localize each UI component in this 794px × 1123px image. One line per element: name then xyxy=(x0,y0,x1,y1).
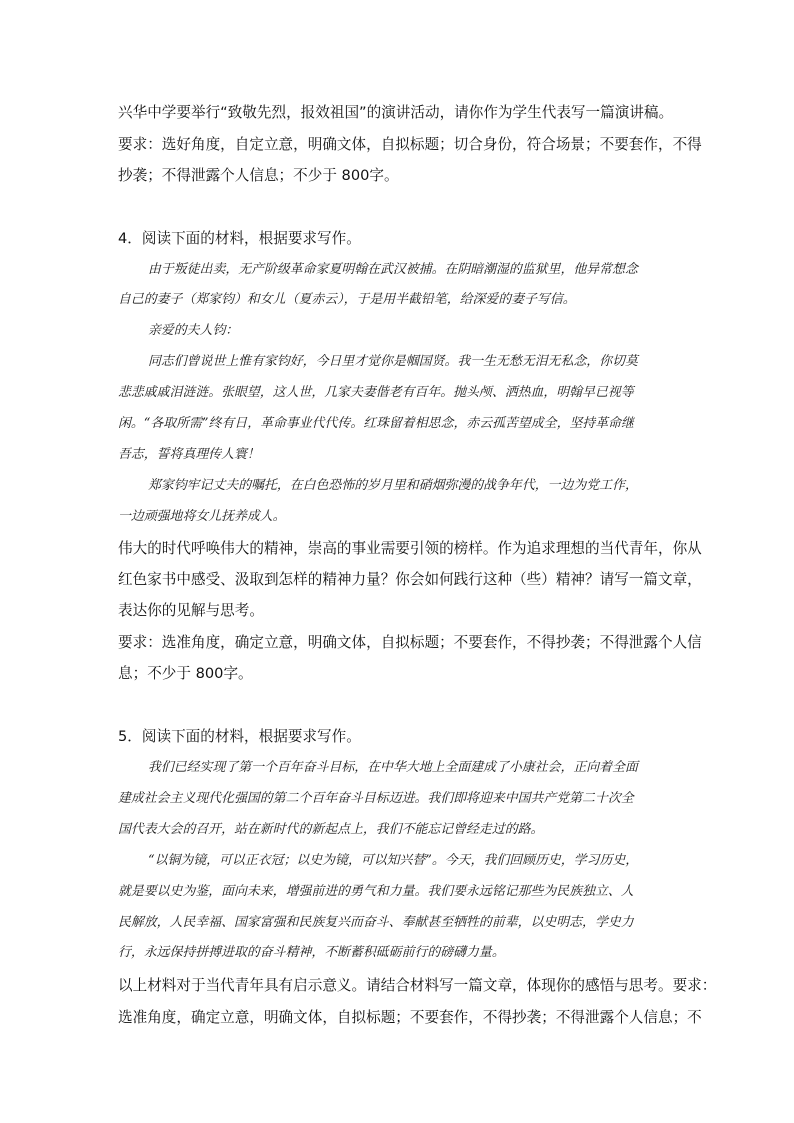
q4-prompt-line: 红色家书中感受、汲取到怎样的精神力量？你会如何践行这种（些）精神？请写一篇文章， xyxy=(118,571,702,588)
q4-material-line: 一边顽强地将女儿抚养成人。 xyxy=(118,509,286,524)
q4-requirement-line: 息；不少于 800字。 xyxy=(118,665,253,682)
intro-task-line: 兴华中学要举行“致敬先烈，报效祖国”的演讲活动，请你作为学生代表写一篇演讲稿。 xyxy=(118,104,674,121)
q5-material-line: “以铜为镜，可以正衣冠；以史为镜，可以知兴替”。今天，我们回顾历史，学习历史， xyxy=(148,853,639,868)
q5-material-line: 建成社会主义现代化强国的第二个百年奋斗目标迈进。我们即将迎来中国共产党第二十次全 xyxy=(118,791,634,806)
q4-letter-line: 同志们曾说世上惟有家钧好，今日里才觉你是帼国贤。我一生无愁无泪无私念，你切莫 xyxy=(148,354,638,369)
q4-requirement-line: 要求：选准角度，确定立意，明确文体，自拟标题；不要套作，不得抄袭；不得泄露个人信 xyxy=(118,634,702,651)
q4-material-line: 由于叛徒出卖，无产阶级革命家夏明翰在武汉被捕。在阴暗潮湿的监狱里，他异常想念 xyxy=(148,262,638,277)
q4-material-line: 自己的妻子（郑家钧）和女儿（夏赤云），于是用半截铅笔，给深爱的妻子写信。 xyxy=(118,292,576,307)
q4-letter-salutation: 亲爱的夫人钧： xyxy=(148,323,239,338)
q5-material-line: 我们已经实现了第一个百年奋斗目标，在中华大地上全面建成了小康社会，正向着全面 xyxy=(148,760,638,775)
q5-prompt-line: 选准角度，确定立意，明确文体，自拟标题；不要套作，不得抄袭；不得泄露个人信息；不 xyxy=(118,1009,702,1026)
q5-material-line: 就是要以史为鉴，面向未来，增强前进的勇气和力量。我们要永远铭记那些为民族独立、人 xyxy=(118,884,634,899)
q4-prompt-line: 伟大的时代呼唤伟大的精神，崇高的事业需要引领的榜样。作为追求理想的当代青年，你从 xyxy=(118,540,702,557)
q5-material-line: 民解放，人民幸福、国家富强和民族复兴而奋斗、奉献甚至牺牲的前辈，以史明志，学史力 xyxy=(118,915,634,930)
q5-prompt-line: 以上材料对于当代青年具有启示意义。请结合材料写一篇文章，体现你的感悟与思考。要求： xyxy=(118,977,717,994)
q4-letter-line: 吾志，誓将真理传人寰！ xyxy=(118,447,260,462)
intro-requirement-line: 要求：选好角度，自定立意，明确文体，自拟标题；切合身份，符合场景；不要套作，不得 xyxy=(118,136,702,153)
question-5-heading: 5．阅读下面的材料，根据要求写作。 xyxy=(118,728,361,745)
q5-material-line: 行，永远保持拼搏进取的奋斗精神，不断蓄积砥砺前行的磅礴力量。 xyxy=(118,945,505,960)
intro-requirement-line: 抄袭；不得泄露个人信息；不少于 800字。 xyxy=(118,167,399,184)
question-4-heading: 4．阅读下面的材料，根据要求写作。 xyxy=(118,230,361,247)
q4-letter-line: 闲。“各取所需”终有日，革命事业代代传。红珠留着相思念，赤云孤苦望成全，坚持革命继 xyxy=(118,416,634,431)
q4-prompt-line: 表达你的见解与思考。 xyxy=(118,602,264,619)
q5-material-line: 国代表大会的召开，站在新时代的新起点上，我们不能忘记曾经走过的路。 xyxy=(118,822,544,837)
q4-letter-line: 悲悲戚戚泪涟涟。张眼望，这人世，几家夫妻偕老有百年。抛头颅、洒热血，明翰早已视等 xyxy=(118,385,634,400)
q4-material-line: 郑家钧牢记丈夫的嘱托，在白色恐怖的岁月里和硝烟弥漫的战争年代，一边为党工作， xyxy=(148,478,638,493)
